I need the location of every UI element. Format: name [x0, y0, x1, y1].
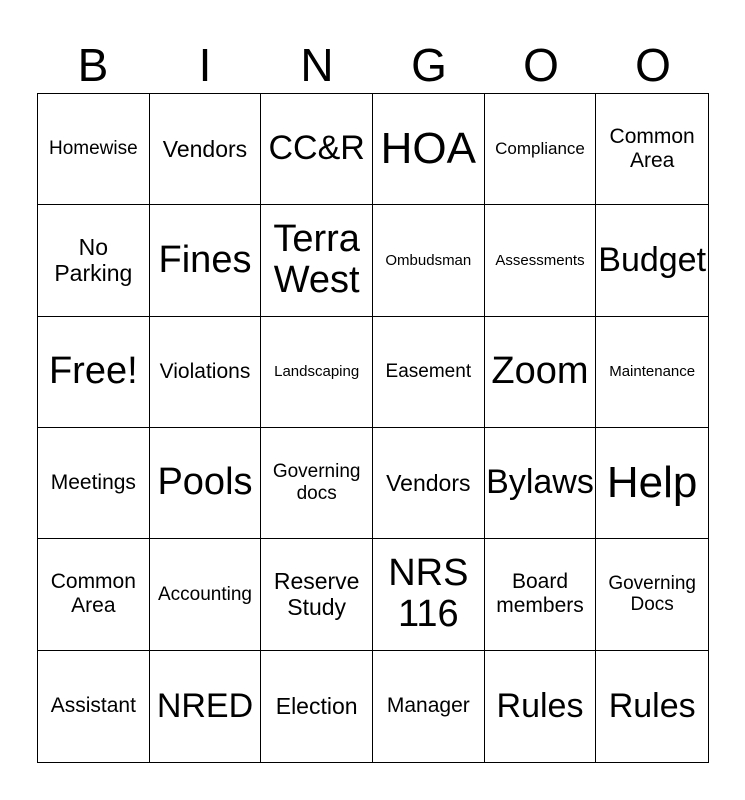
bingo-cell[interactable]	[596, 428, 708, 539]
bingo-cell[interactable]	[373, 651, 485, 762]
bingo-cell[interactable]	[150, 94, 262, 205]
bingo-cell[interactable]	[485, 317, 597, 428]
bingo-cell[interactable]	[596, 651, 708, 762]
bingo-cell[interactable]	[150, 539, 262, 650]
bingo-cell[interactable]	[150, 317, 262, 428]
bingo-cell-label: Assessments	[495, 251, 585, 269]
bingo-cell-label: Landscaping	[274, 363, 360, 381]
bingo-cell-label: NRS 116	[388, 551, 469, 636]
bingo-cell[interactable]	[38, 539, 150, 650]
bingo-cell[interactable]	[373, 94, 485, 205]
bingo-cell-label: Manager	[386, 694, 470, 718]
bingo-cell-label: Accounting	[157, 583, 252, 605]
bingo-cell[interactable]	[596, 205, 708, 316]
bingo-cell-label: Reserve Study	[273, 568, 360, 621]
bingo-cell-label: Vendors	[162, 135, 248, 162]
header-letter: G	[411, 39, 447, 91]
bingo-cell[interactable]	[373, 428, 485, 539]
bingo-cell[interactable]	[150, 205, 262, 316]
bingo-cell[interactable]	[38, 205, 150, 316]
bingo-cell-label: Fines	[158, 238, 252, 281]
bingo-cell-label: Terra West	[273, 217, 360, 302]
header-letter: N	[300, 39, 334, 91]
bingo-header	[37, 38, 709, 92]
bingo-cell[interactable]	[596, 317, 708, 428]
bingo-cell[interactable]	[596, 94, 708, 205]
bingo-cell-label: Rules	[608, 686, 696, 725]
header-letter: O	[523, 39, 559, 91]
bingo-cell[interactable]	[485, 205, 597, 316]
bingo-cell[interactable]	[485, 651, 597, 762]
bingo-cell-label: Easement	[385, 360, 472, 382]
bingo-cell-label: Free!	[48, 349, 138, 392]
bingo-cell-label: Rules	[496, 686, 584, 725]
header-letter: I	[198, 39, 212, 91]
bingo-cell[interactable]	[150, 428, 262, 539]
bingo-cell[interactable]	[596, 539, 708, 650]
bingo-cell[interactable]	[38, 651, 150, 762]
header-letter: O	[635, 39, 671, 91]
bingo-cell-label: Budget	[598, 240, 707, 279]
bingo-cell-label: Board members	[496, 570, 584, 618]
bingo-cell[interactable]	[261, 205, 373, 316]
bingo-cell-label: Common Area	[609, 125, 695, 173]
bingo-cell[interactable]	[373, 539, 485, 650]
bingo-cell[interactable]	[485, 539, 597, 650]
bingo-cell-label: Vendors	[386, 469, 471, 496]
bingo-cell[interactable]	[261, 651, 373, 762]
bingo-cell-label: Ombudsman	[385, 251, 472, 269]
bingo-cell-label: Assistant	[50, 694, 136, 718]
bingo-cell-label: Pools	[157, 461, 253, 504]
bingo-cell[interactable]	[261, 94, 373, 205]
bingo-cell[interactable]	[38, 428, 150, 539]
bingo-cell[interactable]	[38, 94, 150, 205]
bingo-cell[interactable]	[373, 317, 485, 428]
bingo-cell-label: Election	[275, 693, 358, 720]
bingo-cell[interactable]	[485, 94, 597, 205]
bingo-board	[37, 93, 709, 763]
bingo-cell-label: No Parking	[54, 234, 133, 287]
bingo-cell-label: Bylaws	[486, 463, 594, 502]
header-letter: B	[77, 39, 109, 91]
bingo-cell[interactable]	[485, 428, 597, 539]
bingo-cell[interactable]	[261, 317, 373, 428]
bingo-cell-label: NRED	[156, 686, 254, 725]
bingo-cell-label: HOA	[380, 123, 476, 173]
bingo-cell[interactable]	[150, 651, 262, 762]
bingo-cell[interactable]	[38, 317, 150, 428]
bingo-cell-label: Zoom	[491, 349, 589, 392]
bingo-cell-label: Common Area	[50, 570, 136, 618]
bingo-cell-label: Governing Docs	[608, 572, 696, 616]
bingo-cell-label: Maintenance	[609, 363, 696, 381]
bingo-cell[interactable]	[373, 205, 485, 316]
bingo-cell-label: CC&R	[268, 129, 365, 168]
bingo-cell[interactable]	[261, 428, 373, 539]
bingo-cell-label: Meetings	[50, 471, 136, 495]
bingo-cell-label: Homewise	[48, 138, 138, 160]
bingo-cell-label: Violations	[159, 359, 251, 383]
bingo-cell-label: Compliance	[495, 139, 585, 159]
bingo-cell-label: Governing docs	[272, 461, 361, 505]
bingo-cell-label: Help	[606, 457, 698, 507]
bingo-cell[interactable]	[261, 539, 373, 650]
